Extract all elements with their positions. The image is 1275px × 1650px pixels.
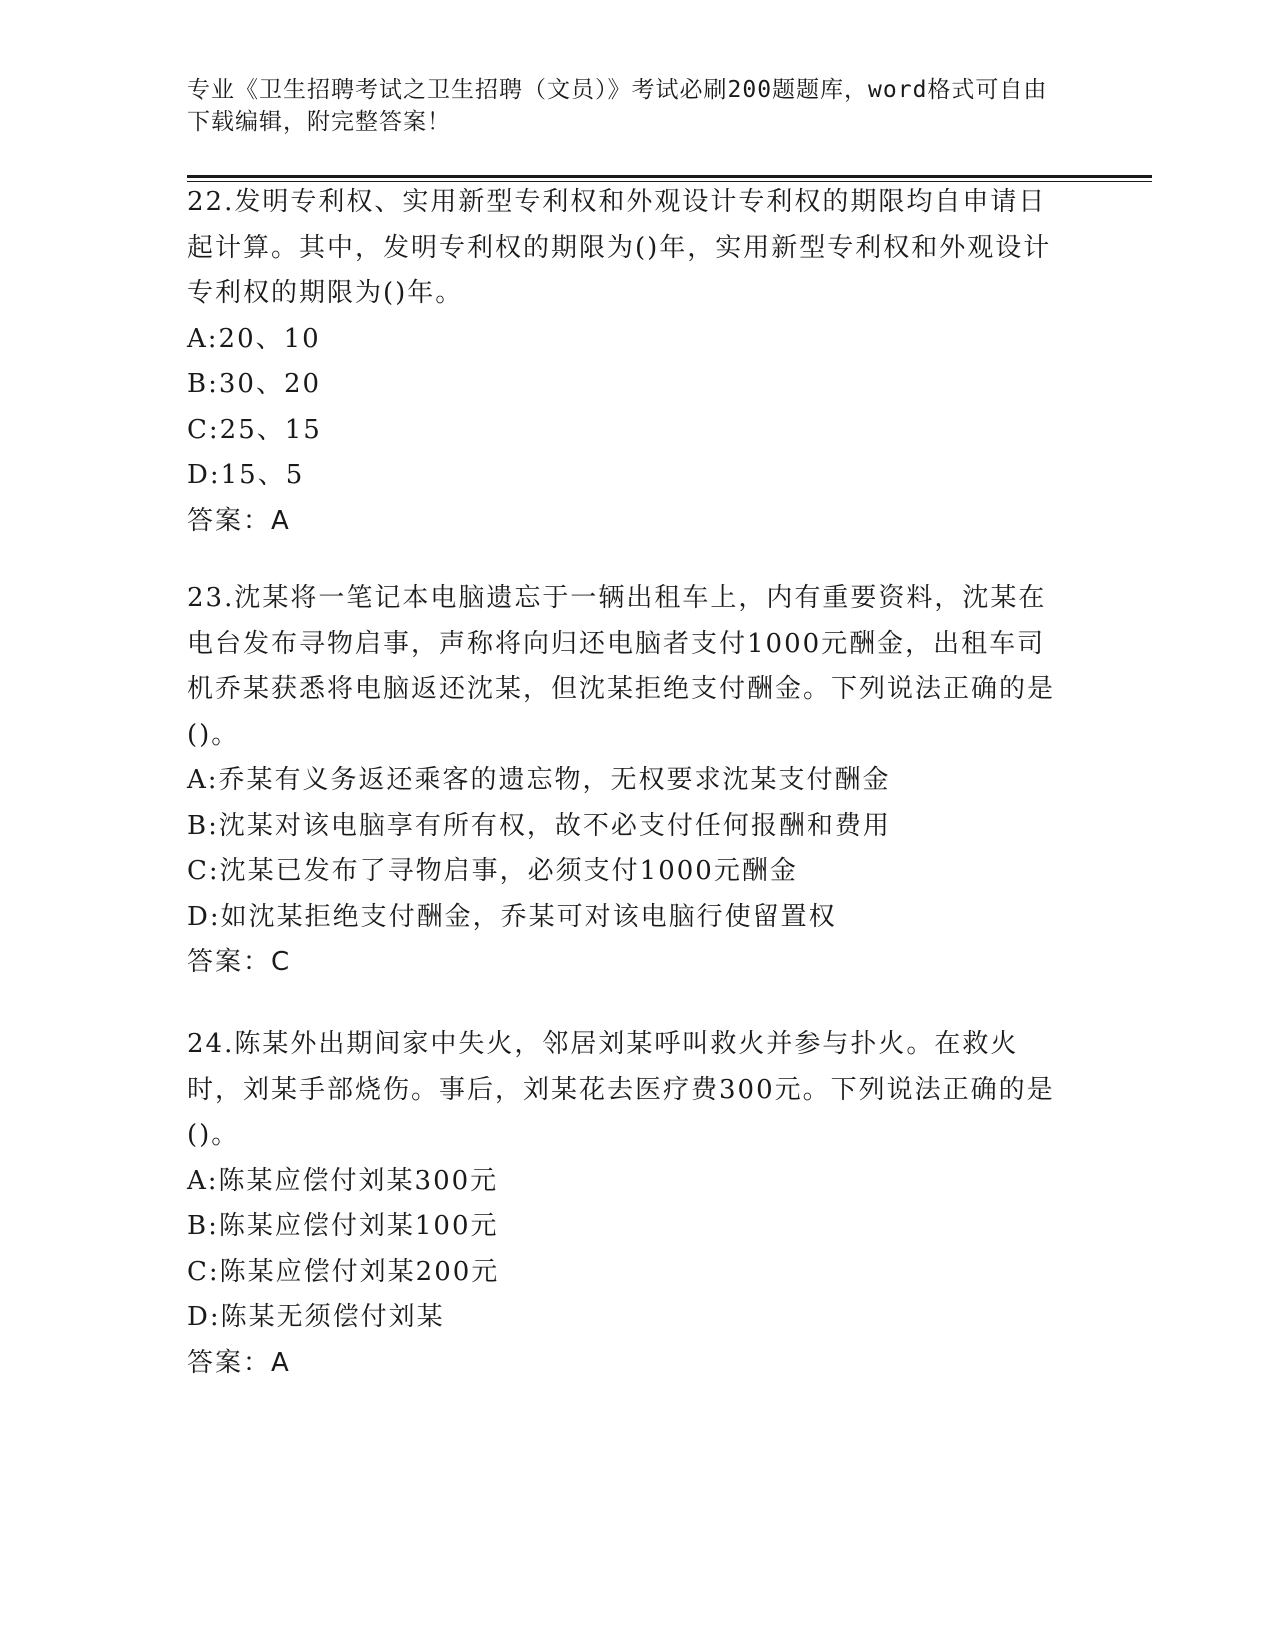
option-d: D:如沈某拒绝支付酬金，乔某可对该电脑行使留置权 bbox=[187, 901, 837, 932]
option-a: A:20、10 bbox=[187, 323, 321, 354]
option-d: D:陈某无须偿付刘某 bbox=[187, 1302, 445, 1332]
question-23 bbox=[187, 576, 1067, 986]
document-header: 专业《卫生招聘考试之卫生招聘（文员）》考试必刷200题题库，word格式可自由下载编辑，附完整答案！ bbox=[187, 77, 1048, 135]
answer: 答案：A bbox=[187, 505, 291, 536]
answer: 答案：A bbox=[187, 1347, 291, 1378]
question-stem: 22.发明专利权、实用新型专利权和外观设计专利权的期限均自申请日起计算。其中，发明专利权的期限为()年，实用新型专利权和外观设计专利权的期限为()年。 bbox=[187, 187, 1052, 308]
option-c: C:陈某应偿付刘某200元 bbox=[187, 1256, 500, 1287]
answer: 答案：C bbox=[187, 947, 292, 977]
question-stem: 23.沈某将一笔记本电脑遗忘于一辆出租车上，内有重要资料，沈某在电台发布寻物启事，声称将向归还电脑者支付1000元酬金，出租车司机乔某获悉将电脑返还沈某，但沈某拒绝支付酬金。下列说法正确的是()。 bbox=[187, 583, 1056, 750]
header-divider-thick bbox=[187, 175, 1152, 178]
question-stem: 24.陈某外出期间家中失火，邻居刘某呼叫救火并参与扑火。在救火时，刘某手部烧伤。事后，刘某花去医疗费300元。下列说法正确的是()。 bbox=[187, 1029, 1055, 1150]
option-a: A:陈某应偿付刘某300元 bbox=[187, 1165, 499, 1196]
option-b: B:30、20 bbox=[187, 369, 322, 399]
question-24 bbox=[187, 1022, 1067, 1386]
option-b: B:陈某应偿付刘某100元 bbox=[187, 1211, 499, 1241]
option-d: D:15、5 bbox=[187, 460, 305, 490]
option-c: C:沈某已发布了寻物启事，必须支付1000元酬金 bbox=[187, 856, 798, 886]
question-22 bbox=[187, 180, 1067, 544]
option-b: B:沈某对该电脑享有所有权，故不必支付任何报酬和费用 bbox=[187, 810, 891, 841]
option-c: C:25、15 bbox=[187, 414, 322, 445]
option-a: A:乔某有义务返还乘客的遗忘物，无权要求沈某支付酬金 bbox=[187, 765, 891, 795]
